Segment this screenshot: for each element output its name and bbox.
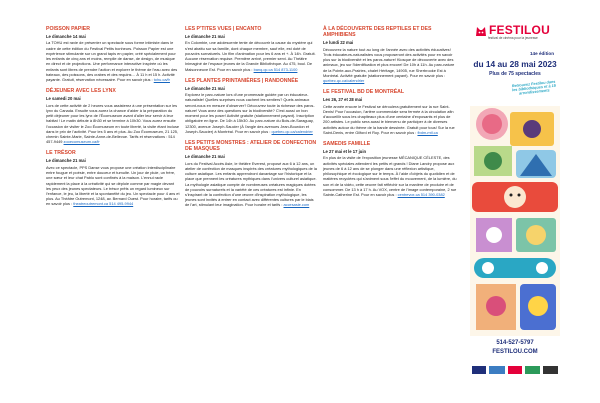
article-title: LES PETITS MONSTRES : ATELIER DE CONFECTION DE MASQUES [185,140,317,153]
article-date: Le dimanche 21 mai [46,158,86,164]
article-date: Le samedi 20 mai [46,95,81,101]
article-link[interactable]: quebec.qc.ca/calendrier [323,78,365,83]
poster-shows-count: Plus de 75 spectacles [489,71,541,77]
article-date: Les 26, 27 et 28 mai [323,96,363,102]
poster-edition: 14e édition [530,51,554,56]
article-festival-bd [323,89,457,135]
article-date: Le 27 mai et le 17 juin [323,148,367,154]
article-link[interactable]: fbdm-mtl.ca [417,129,438,135]
article-link[interactable]: banq.qc.ca 514 873-1100 [253,66,298,72]
poster-collage-illustration [470,106,560,336]
article-date: Le dimanche 21 mai [185,153,225,159]
article-dejeuner-lynx [46,88,180,144]
article-date: Le dimanche 21 mai [185,33,225,39]
article-date: Le dimanche 21 mai [185,85,225,91]
article-petits-monstres [185,140,319,208]
logo-tagline: festival de cinéma pour la jeunesse [488,36,538,40]
logo-wordmark: FESTILOU [489,23,550,37]
poster-phone: 514-527-5797 [496,340,534,346]
article-title: SAMEDIS FAMILLE [323,141,371,147]
article-date: Le dimanche 14 mai [46,33,86,39]
sponsor-logos [472,364,558,376]
article-body: Découvrez la nature tout au long de l'année avec des activités éducatives! Trois éducateurs-naturalistes vous proposeront des activités pour en savoir plus sur la biodiversité et les parcs-nature! Kiosque de découverte avec des animaux, jeu sur l'identification et plus encore! De 10h à 11h. Au parc-nature de la Pointe-aux-Prairies, chalet Héritage, 14905, rue Sherbrooke Est à Montréal. Activité gratuite (stationnement payant). Pour en savoir plus : quebec.qc.ca/calendrier [323,46,455,83]
article-le-tresor [46,150,180,206]
article-link[interactable]: quebec.qc.ca/calendrier [271,128,313,134]
festilou-logo [474,24,558,40]
article-title: DÉJEUNER AVEC LES LYNX [46,88,116,95]
article-reptiles [323,26,457,83]
column-3 [323,26,457,203]
article-link[interactable]: centrevox.ca 514 390-0382 [397,192,445,197]
article-body: Explorez le parc-nature lors d'une promenade guidée par un éducateur-naturaliste! Quelles surprises nous cachent les sentiers? Quels animaux seront-nous en mesure d'observer? Découvrez toute la richesse des parcs-nature! Vous avez des questions sur la biodiversité? C'est aussi un bon moment pour les poser! Activité gratuite (stationnement payant). Inscription obligatoire en ligne. De 14h à 15h30. Au parc-nature du Bois-de-Saraguay, 12300, avenue Joseph-Saucier (À l'angle des avenues Jean-Bourdon et Joseph-Saucier) à Montréal. Pour en savoir plus : quebec.qc.ca/calendrier [185,92,315,134]
article-link[interactable]: tohu.ca/fr [153,77,170,82]
article-body: Cette année encore le Festival se déroulera gratuitement sur la rue Saint-Denis! Pour l'occasion, l'artère commerciale sera fermée à la circulation afin d'accueillir sous les chapiteaux plus d'une centaine d'exposants et plus de 200 artistes. Le public sera aussi le bienvenu de participer à de diverses activités autour du thème de la bande dessinée. Gratuit pour tous! Sur la rue Saint-Denis, entre Gilford et Roy. Pour en savoir plus : fbdm-mtl.ca [323,103,455,135]
article-link[interactable]: accesasie.com [283,202,310,208]
article-link[interactable]: theatreoutremont.ca 514 495-9944 [73,201,134,207]
article-body: En Colombie, une adolescente tente de découvrir la cause du mystère qui s'est abattu sur sa famille, dont chaque membre, sauf elle, est doté de pouvoirs surnaturels. Un film d'animation pour les 6 ans et +. À 14h. Gratuit. Aucune réservation requise. Première arrivé, premier servi. Au Théâtre Inimaginé de l'espace jeunes de la Grande Bibliothèque. Au 475, boul. De Maisonneuve Est. Pour en savoir plus : banq.qc.ca 514 873-1100 [185,40,316,72]
column-1 [46,26,180,213]
article-ptites-vues [185,26,319,72]
article-body: Avec ce spectacle, PPS Danse vous propose une création interdisciplinaire entre fougue et poésie, entre douceur et tumulte. Un jour de pluie, un frère, une sœur et leur chat Pablo sont confinés à la maison. L'ennui racle rapidement la place à la créativité qui se déploie comme par magie devant les yeux des jeunes spectateurs. Le trésor prêts un regard lumineux sur l'enfance, le jeu, la liberté et la spontanéité du jeu. Un spectacle pour 4 ans et plus. Au Théâtre Outremont, 1248, av. Bernard Ouest. Pour horaire, tarifs ou en savoir plus : theatreoutremont.ca 514 495-9944 [46,164,180,207]
poster-promo: Retrouvez Festilou dans les bibliothèques et à 15 arrondissements [511,79,557,96]
article-title: LE TRÉSOR [46,150,76,157]
article-body: Lors du Festival Accès Asie, le théâtre Everest, proposé aux 6 à 12 ans, un atelier de confection de masques inspirés des créatures mythologiques de la culture asiatique. Les enfants apprendront davantage sur l'historique et la place que prennent les créatures mythiques dans l'univers culturel asiatique. La mythologie asiatique compte de nombreuses créatures magiques dotées de pouvoirs surnaturels et la variété de ces créatures est infinie. En s'inspirant de la confection d'une œuvre d'inspiration mythologique, les jeunes sont invités à entrer en contact avec différentes cultures par le biais de l'art, stimulant leur imagination. Pour horaire et tarifs : accesasie.com [185,160,317,208]
article-body: La TOHU est ravie de présenter un spectacle sous forme intimiste dans le cadre de cette édition du Festival Petits bonheurs. Poisson Papier est une expérience stimulante sur un grand tapis en papier, créé spécialement pour les enfants de cinq ans et moins, remplie de danse, de design, de musique en direct et de projections. Une performance interactive inspirée où les enfants sont libres de prendre l'action et explorer le thème de l'eau avec des bateaux, des poissons, des crabes et des requins… À 11 h et 15 h. Activité payante. Gratuit, réservation nécessaire. Pour en savoir plus : tohu.ca/fr [46,40,178,82]
article-date: Le lundi 22 mai [323,39,354,45]
article-body: En plus de la visite de l'exposition jeunesse MÉCANIQUE CÉLESTE, des activités spéciales attendent les petits et grands ! Diane Landry propose aux jeunes de 6 à 12 ans de se plonger dans une réflexion artistique, philosophique et écologique sur le temps. À l'aide d'objets du quotidien et de matières recyclées qui s'animent sous l'effet du mouvement, de la lumière, du son et de la vidéo, cette œuvre fait réfléchir sur la manière de produire et de consommer. De 13 h à 17 h. Au VOX, centre de l'image contemporaine, 2 rue Sainte-Catherine Est. Pour en savoir plus : centrevox.ca 514 390-0382 [323,155,457,197]
poster-website[interactable]: FESTILOU.COM [492,349,538,355]
poster-dates: du 14 au 28 mai 2023 [473,59,557,69]
column-2 [185,26,319,214]
article-title: LES PLANTES PRINTANIÈRES | RANDONNÉE [185,77,299,84]
article-samedis-famille [323,141,457,197]
festilou-poster [470,22,560,384]
article-link[interactable]: zooecomuseum.ca/fr [63,139,100,145]
article-poisson-papier [46,26,180,82]
article-title: LES P'TITES VUES | ENCANTO [185,26,262,32]
article-title: LE FESTIVAL BD DE MONTRÉAL [323,89,405,96]
article-title: À LA DÉCOUVERTE DES REPTILES ET DES AMPHIBIENS [323,26,432,39]
wolf-logo-icon [474,24,488,38]
article-plantes-printanieres [185,78,319,134]
article-title: POISSON PAPIER [46,26,91,32]
article-body: Lors de cette activité de 2 heures vous assisterez à une présentation sur les lynx du Canada. Ensuite vous aurez la chance d'aider à la préparation du petit déjeuner pour les lynx de l'Écomuseum avant d'aller leur servir à leur habitat ! Le matin débute à 8h30 et se termine à 10h30. Vous aurez ensuite l'occasion de visiter le Zoo Écomuseum en toute liberté, la visite étant incluse dans le prix de l'activité. Pour les 5 ans et plus. Au Zoo Écomuseum, 21 125, chemin Sainte-Marie, Sainte-Anne-de-Bellevue. Tarifs et réservations : 514 457-9449 zooecomuseum.ca/fr [46,102,180,145]
